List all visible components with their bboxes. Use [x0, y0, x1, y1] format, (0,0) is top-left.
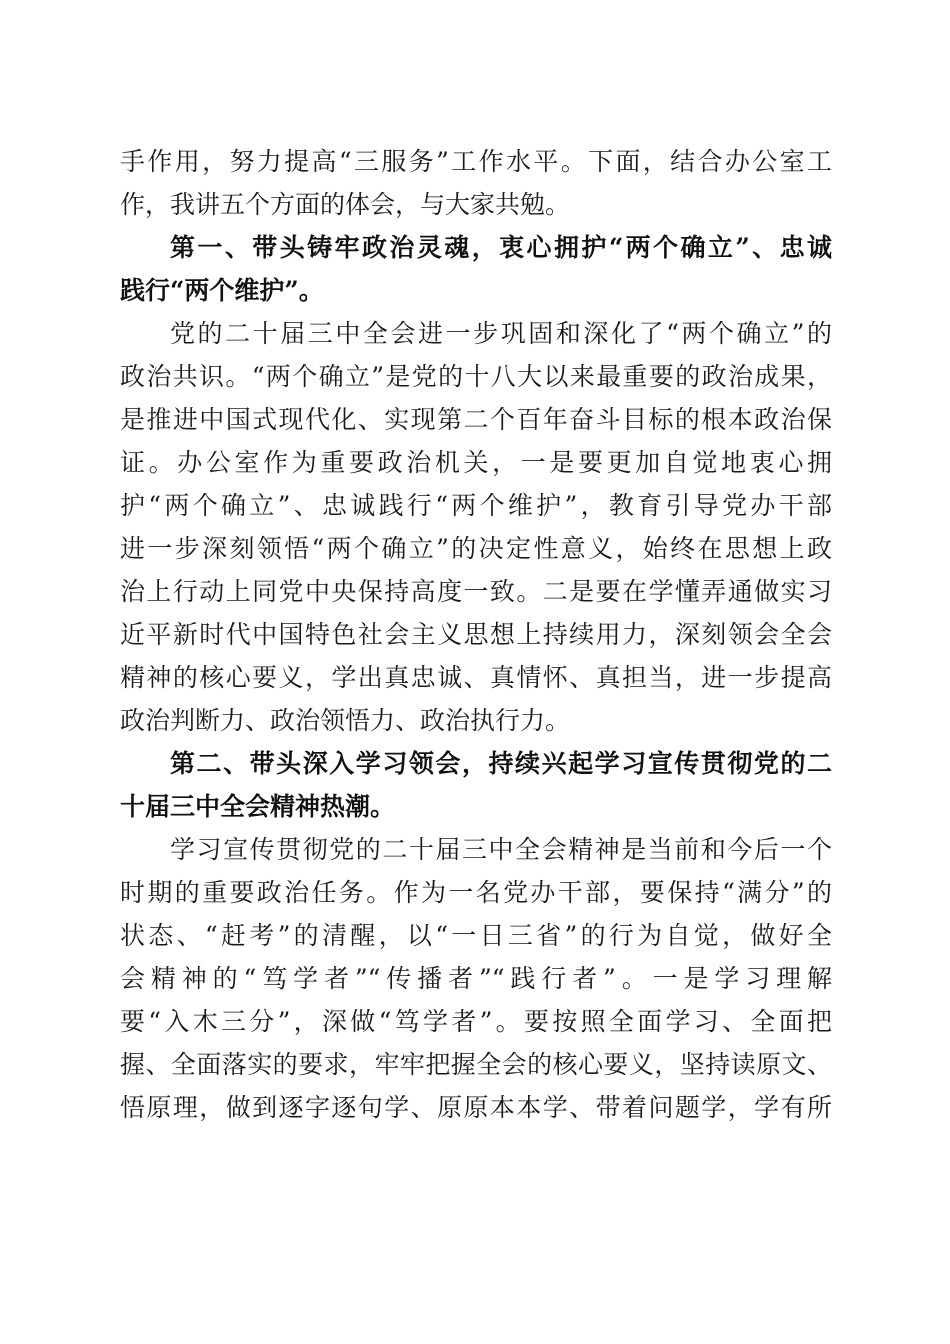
text-line: 手作用，努力提高“三服务”工作水平。下面，结合办公室工 — [120, 147, 832, 176]
section-heading-2 — [120, 742, 832, 828]
heading-line: 十届三中全会精神热潮。 — [120, 792, 396, 821]
text-line: 党的二十届三中全会进一步巩固和深化了“两个确立”的 — [170, 319, 832, 348]
text-line: 是推进中国式现代化、实现第二个百年奋斗目标的根本政治保 — [120, 405, 832, 434]
text-line: 进一步深刻领悟“两个确立”的决定性意义，始终在思想上政 — [120, 534, 832, 563]
text-line: 时期的重要政治任务。作为一名党办干部，要保持“满分”的 — [120, 878, 832, 907]
text-line: 近平新时代中国特色社会主义思想上持续用力，深刻领会全会 — [120, 620, 832, 649]
text-line: 政治判断力、政治领悟力、政治执行力。 — [120, 706, 571, 735]
section-heading-1 — [120, 226, 832, 312]
text-line: 会精神的“笃学者”“传播者”“践行者”。一是学习理解 — [120, 964, 832, 993]
text-line: 证。办公室作为重要政治机关，一是要更加自觉地衷心拥 — [120, 448, 832, 477]
text-line: 治上行动上同党中央保持高度一致。二是要在学懂弄通做实习 — [120, 577, 832, 606]
document-body — [120, 140, 832, 1129]
text-line: 要“入木三分”，深做“笃学者”。要按照全面学习、全面把 — [120, 1007, 832, 1036]
paragraph-section-1 — [120, 312, 832, 742]
heading-line: 第二、带头深入学习领会，持续兴起学习宣传贯彻党的二 — [170, 749, 832, 778]
text-line: 学习宣传贯彻党的二十届三中全会精神是当前和今后一个 — [170, 835, 832, 864]
text-line: 精神的核心要义，学出真忠诚、真情怀、真担当，进一步提高 — [120, 663, 832, 692]
heading-line: 践行“两个维护”。 — [120, 276, 324, 305]
paragraph-section-2 — [120, 828, 832, 1129]
text-line: 护“两个确立”、忠诚践行“两个维护”，教育引导党办干部 — [120, 491, 832, 520]
text-line: 作，我讲五个方面的体会，与大家共勉。 — [120, 190, 571, 219]
paragraph-intro-continued — [120, 140, 832, 226]
heading-line: 第一、带头铸牢政治灵魂，衷心拥护“两个确立”、忠诚 — [170, 233, 832, 262]
text-line: 握、全面落实的要求，牢牢把握全会的核心要义，坚持读原文、 — [120, 1050, 832, 1079]
text-line: 悟原理，做到逐字逐句学、原原本本学、带着问题学，学有所 — [120, 1093, 832, 1122]
text-line: 政治共识。“两个确立”是党的十八大以来最重要的政治成果， — [120, 362, 832, 391]
text-line: 状态、“赶考”的清醒，以“一日三省”的行为自觉，做好全 — [120, 921, 832, 950]
